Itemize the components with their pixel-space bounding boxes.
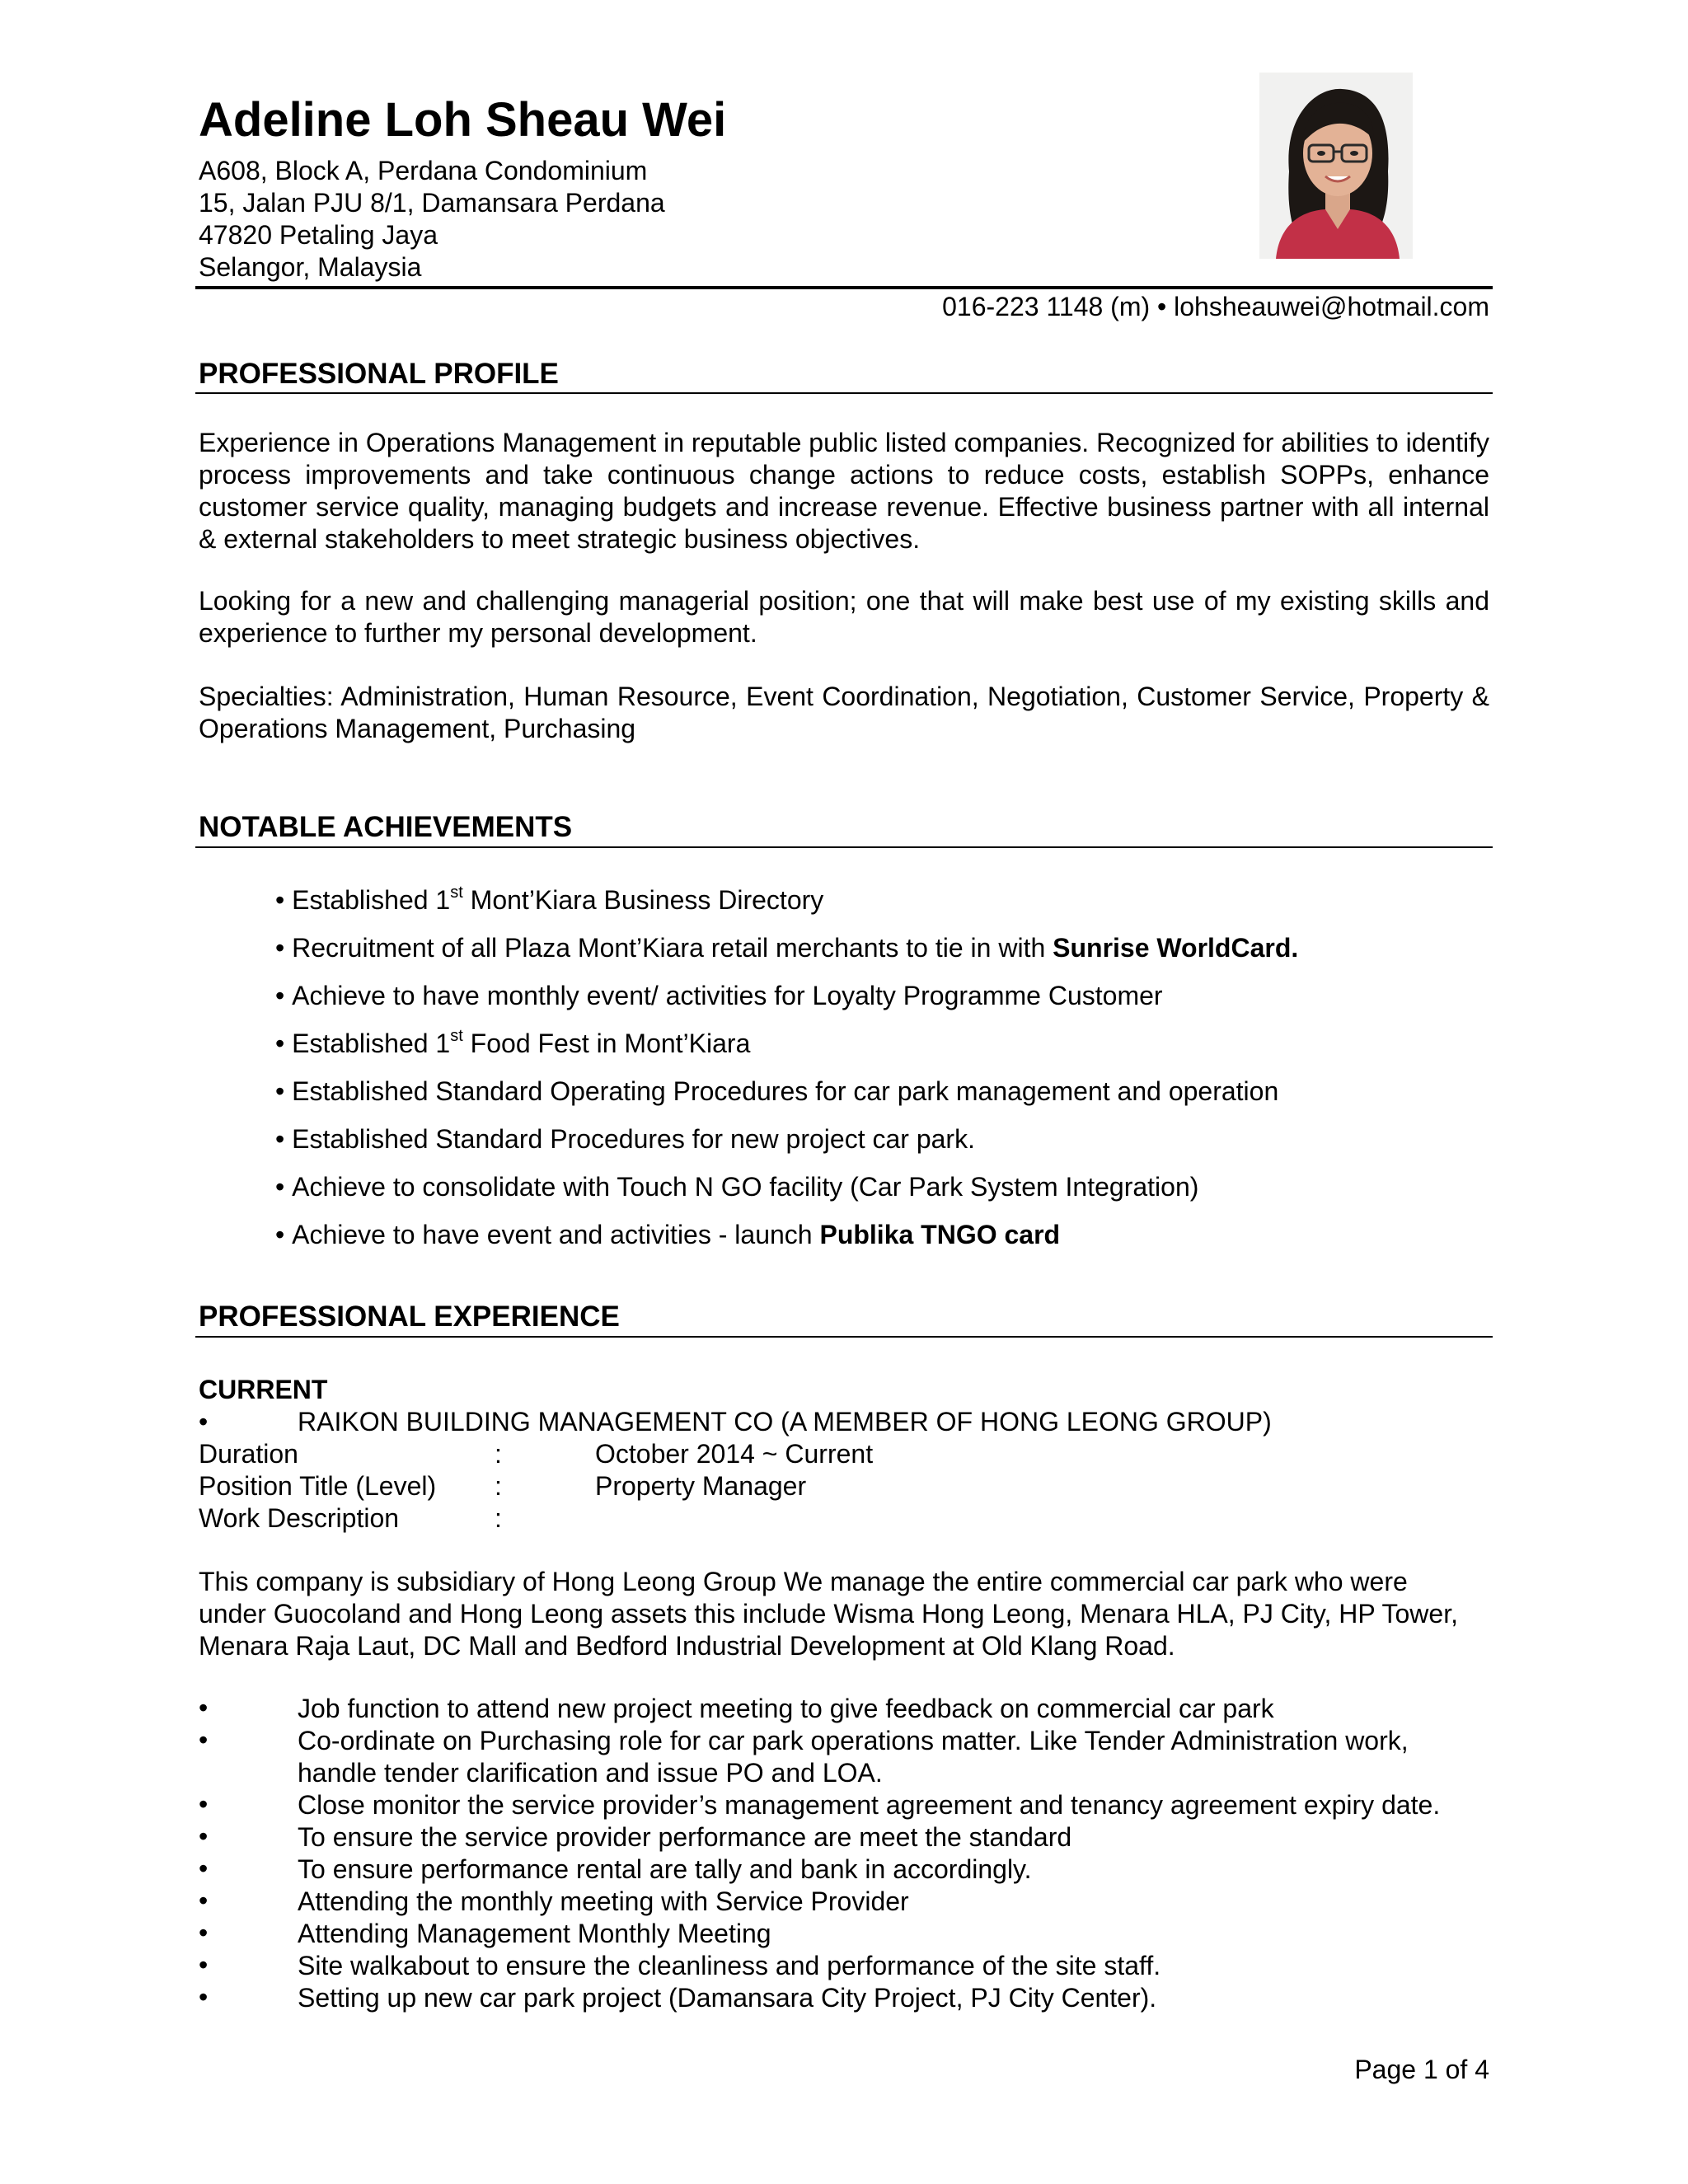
duty-bullet: • [199, 1918, 209, 1947]
work-description-label: Work Description [199, 1503, 400, 1533]
duration-label: Duration [199, 1439, 298, 1469]
header-divider [195, 286, 1493, 289]
duty-bullet: • [199, 1725, 209, 1755]
candidate-name: Adeline Loh Sheau Wei [199, 93, 727, 147]
achievements-divider [195, 846, 1493, 848]
achievement-item: • Established 1st Food Fest in Mont’Kiara [275, 1027, 751, 1058]
duty-item: To ensure the service provider performance are meet the standard [298, 1822, 1072, 1852]
bullet: • [275, 1124, 293, 1154]
specialties-paragraph: Specialties: Administration, Human Resource, Event Coordination, Negotiation, Customer Service, Property & Operations Management, Purchasing [199, 682, 1489, 743]
address-line-1: A608, Block A, Perdana Condominium [199, 156, 648, 185]
bullet: • [275, 1172, 293, 1202]
profile-photo [1259, 73, 1413, 259]
duty-item: Attending Management Monthly Meeting [298, 1919, 771, 1948]
achievement-item: • Achieve to consolidate with Touch N GO facility (Car Park System Integration) [275, 1172, 1199, 1202]
bullet: • [275, 1076, 293, 1106]
bullet: • [275, 933, 293, 963]
duration-value: October 2014 ~ Current [595, 1439, 874, 1469]
duty-item: Attending the monthly meeting with Service Provider [298, 1886, 909, 1916]
work-description-sep: : [495, 1503, 502, 1533]
position-value: Property Manager [595, 1471, 807, 1501]
achievement-item: • Established Standard Procedures for new project car park. [275, 1124, 975, 1154]
current-label: CURRENT [199, 1375, 328, 1404]
duty-bullet: • [199, 1854, 209, 1883]
company-description: This company is subsidiary of Hong Leong Group We manage the entire commercial car park who were under Guocoland and Hong Leong assets this include Wisma Hong Leong, Menara HLA, PJ City, HP Tower, Menara Raja Laut, DC Mall and Bedford Industrial Development at Old Klang Road. [199, 1567, 1458, 1661]
profile-paragraph-2: Looking for a new and challenging managerial position; one that will make best use of my existing skills and experience to further my personal development. [199, 586, 1489, 648]
profile-heading: PROFESSIONAL PROFILE [199, 358, 559, 390]
address-line-2: 15, Jalan PJU 8/1, Damansara Perdana [199, 188, 665, 218]
bullet: • [275, 981, 293, 1010]
duty-item: Job function to attend new project meeting to give feedback on commercial car park [298, 1694, 1274, 1723]
duty-bullet: • [199, 1886, 209, 1915]
contact-info: 016-223 1148 (m) • lohsheauwei@hotmail.com [942, 292, 1489, 321]
position-label: Position Title (Level) [199, 1471, 437, 1501]
duty-bullet: • [199, 1789, 209, 1819]
experience-heading: PROFESSIONAL EXPERIENCE [199, 1301, 620, 1333]
company-name: RAIKON BUILDING MANAGEMENT CO (A MEMBER OF HONG LEONG GROUP) [298, 1407, 1272, 1436]
duty-bullet: • [199, 1693, 209, 1722]
bullet: • [275, 1220, 293, 1249]
address-line-3: 47820 Petaling Jaya [199, 220, 438, 250]
duty-item: Close monitor the service provider’s management agreement and tenancy agreement expiry date. [298, 1790, 1441, 1820]
duration-sep: : [495, 1439, 502, 1469]
duty-item: Setting up new car park project (Damansara City Project, PJ City Center). [298, 1983, 1157, 2013]
achievement-item: • Established 1st Mont’Kiara Business Directory [275, 883, 824, 915]
duty-bullet: • [199, 1821, 209, 1851]
profile-paragraph-1: Experience in Operations Management in reputable public listed companies. Recognized for abilities to identify process improvements and take continuous change actions to reduce costs, establish SOPPs, enhance customer service quality, managing budgets and increase revenue. Effective business partner with all internal & external stakeholders to meet strategic business objectives. [199, 428, 1489, 554]
achievement-item: • Achieve to have monthly event/ activities for Loyalty Programme Customer [275, 981, 1163, 1010]
achievement-item: • Established Standard Operating Procedures for car park management and operation [275, 1076, 1279, 1106]
achievement-item: • Recruitment of all Plaza Mont’Kiara retail merchants to tie in with Sunrise WorldCard. [275, 933, 1299, 963]
achievement-item: • Achieve to have event and activities - launch Publika TNGO card [275, 1220, 1061, 1249]
duty-bullet: • [199, 1950, 209, 1980]
bullet: • [275, 1029, 293, 1058]
duty-item: Site walkabout to ensure the cleanliness and performance of the site staff. [298, 1951, 1161, 1980]
duty-item: To ensure performance rental are tally and bank in accordingly. [298, 1854, 1032, 1884]
company-bullet: • [199, 1407, 209, 1436]
achievements-heading: NOTABLE ACHIEVEMENTS [199, 811, 573, 843]
duty-bullet: • [199, 1982, 209, 2012]
sunrise-worldcard-text: Sunrise WorldCard. [1053, 933, 1299, 963]
address-line-4: Selangor, Malaysia [199, 252, 422, 282]
bullet: • [275, 885, 293, 915]
profile-divider [195, 392, 1493, 394]
publika-tngo-text: Publika TNGO card [819, 1220, 1061, 1249]
experience-divider [195, 1336, 1493, 1338]
page-number: Page 1 of 4 [1354, 2055, 1489, 2084]
duty-item: Co-ordinate on Purchasing role for car park operations matter. Like Tender Administration work, handle tender clarification and issue PO and LOA. [298, 1726, 1409, 1788]
position-sep: : [495, 1471, 502, 1501]
